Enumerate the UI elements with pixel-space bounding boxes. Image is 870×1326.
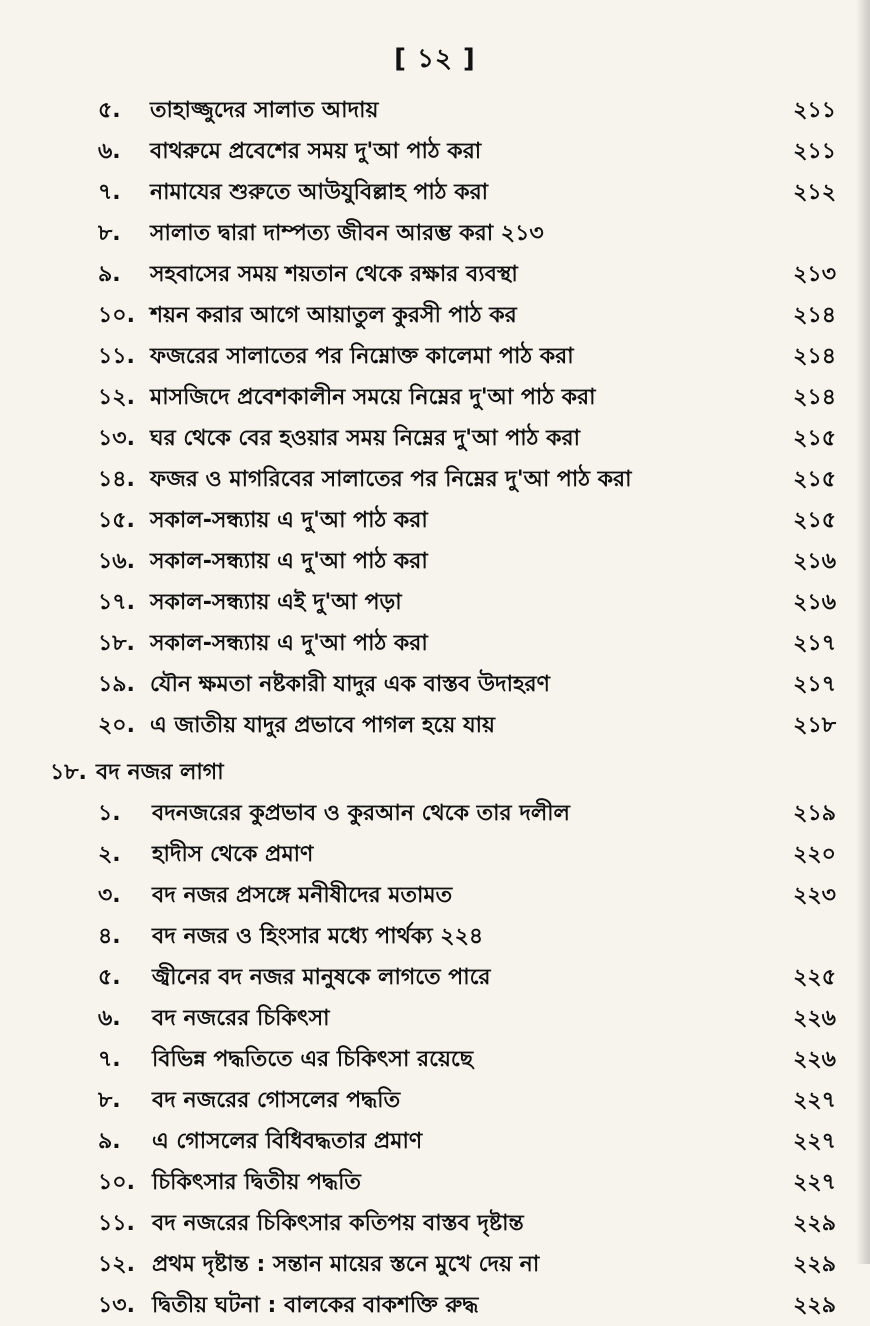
- toc-entry-number: ১১.: [98, 1211, 135, 1236]
- toc-entry-page: ২১৭: [793, 672, 836, 697]
- toc-entry-number: ১২.: [98, 1252, 135, 1277]
- toc-entry-number: ৭.: [98, 180, 121, 205]
- toc-entry-page: ২১৫: [793, 467, 836, 492]
- toc-entry-page: ২১৬: [793, 590, 836, 615]
- toc-entry-title: বিভিন্ন পদ্ধতিতে এর চিকিৎসা রয়েছে: [152, 1047, 474, 1072]
- toc-entry-page: ২২৭: [793, 1170, 836, 1195]
- toc-entry-page: ২১৭: [793, 631, 836, 656]
- toc-entry-number: ২.: [98, 842, 121, 867]
- page-number: [ ১২ ]: [394, 44, 476, 74]
- toc-entry-number: ১৫.: [98, 508, 135, 533]
- toc-entry: [0, 834, 870, 875]
- toc-entry-number: ১৯.: [98, 672, 135, 697]
- toc-entry-number: ১১.: [98, 344, 135, 369]
- toc-entry-page: ২২৬: [793, 1006, 836, 1031]
- toc-entries-group-b: [0, 793, 870, 1326]
- toc-entry: [0, 957, 870, 998]
- toc-entry-number: ৬.: [98, 1006, 121, 1031]
- toc-entry: [0, 500, 870, 541]
- toc-entry-page: ২১১: [793, 98, 836, 123]
- toc-entry: [0, 213, 870, 254]
- toc-entry-title: প্রথম দৃষ্টান্ত : সন্তান মায়ের স্তনে মুখে দেয় না: [152, 1252, 540, 1277]
- toc-entry: [0, 131, 870, 172]
- toc-entry: [0, 793, 870, 834]
- toc-entry-title: চিকিৎসার দ্বিতীয় পদ্ধতি: [152, 1170, 361, 1195]
- toc-entry: [0, 172, 870, 213]
- toc-entry-number: ৫.: [98, 98, 121, 123]
- toc-entry-title: মাসজিদে প্রবেশকালীন সময়ে নিম্নের দু'আ পাঠ করা: [150, 385, 596, 410]
- toc-entry: [0, 998, 870, 1039]
- section-heading: [0, 752, 870, 793]
- table-of-contents: [0, 90, 870, 1326]
- toc-entry: [0, 623, 870, 664]
- toc-entry: [0, 705, 870, 746]
- toc-entry-title: হাদীস থেকে প্রমাণ: [152, 842, 314, 867]
- toc-entry-number: ৪.: [98, 924, 121, 949]
- toc-entry: [0, 90, 870, 131]
- toc-entry-page: ২১১: [793, 139, 836, 164]
- toc-entry: [0, 1121, 870, 1162]
- toc-entry-title: ফজরের সালাতের পর নিম্নোক্ত কালেমা পাঠ করা: [150, 344, 574, 369]
- toc-entry-number: ৬.: [98, 139, 121, 164]
- toc-entry-page: ২১৪: [793, 303, 836, 328]
- toc-entry-number: ২০.: [98, 713, 135, 738]
- toc-entry-page: ২১৯: [793, 801, 836, 826]
- toc-entry: [0, 1285, 870, 1326]
- toc-entry-page: ২২৯: [793, 1252, 836, 1277]
- toc-entry-number: ৮.: [98, 1088, 121, 1113]
- toc-entry-page: ২২৯: [793, 1293, 836, 1318]
- toc-entry-number: ১০.: [98, 1170, 135, 1195]
- toc-entry-number: ৩.: [98, 883, 121, 908]
- toc-entry-title: বদ নজর ও হিংসার মধ্যে পার্থক্য ২২৪: [152, 924, 484, 949]
- toc-entry: [0, 336, 870, 377]
- toc-entry: [0, 418, 870, 459]
- toc-entry: [0, 916, 870, 957]
- toc-entry-page: ২১৫: [793, 426, 836, 451]
- toc-entry-title: শয়ন করার আগে আয়াতুল কুরসী পাঠ কর: [150, 303, 517, 328]
- toc-entry-title: ফজর ও মাগরিবের সালাতের পর নিম্নের দু'আ পাঠ করা: [150, 467, 632, 492]
- toc-entry-page: ২১৬: [793, 549, 836, 574]
- toc-entry-page: ২১৪: [793, 385, 836, 410]
- toc-entry-title: এ জাতীয় যাদুর প্রভাবে পাগল হয়ে যায়: [150, 713, 496, 738]
- toc-entry: [0, 664, 870, 705]
- toc-entry-title: বদ নজর প্রসঙ্গে মনীষীদের মতামত: [152, 883, 453, 908]
- toc-entry-title: বাথরুমে প্রবেশের সময় দু'আ পাঠ করা: [150, 139, 482, 164]
- toc-entry-title: যৌন ক্ষমতা নষ্টকারী যাদুর এক বাস্তব উদাহরণ: [150, 672, 550, 697]
- section-title: বদ নজর লাগা: [96, 760, 224, 785]
- toc-entry-page: ২১২: [793, 180, 836, 205]
- toc-entry-title: বদনজরের কুপ্রভাব ও কুরআন থেকে তার দলীল: [152, 801, 570, 826]
- toc-entry: [0, 295, 870, 336]
- toc-entry-page: ২২৫: [793, 965, 836, 990]
- toc-entry-number: ১৭.: [98, 590, 135, 615]
- toc-entry-page: ২১৫: [793, 508, 836, 533]
- toc-entry-page: ২১৩: [793, 262, 836, 287]
- toc-entry: [0, 459, 870, 500]
- toc-entry-number: ১৪.: [98, 467, 135, 492]
- toc-entry-page: ২১৪: [793, 344, 836, 369]
- toc-entry-number: ১৩.: [98, 1293, 135, 1318]
- toc-entry-number: ৮.: [98, 221, 121, 246]
- toc-entry-title: সকাল-সন্ধ্যায় এ দু'আ পাঠ করা: [150, 631, 428, 656]
- toc-entry-title: এ গোসলের বিধিবদ্ধতার প্রমাণ: [152, 1129, 423, 1154]
- toc-entry-title: জ্বীনের বদ নজর মানুষকে লাগতে পারে: [152, 965, 491, 990]
- toc-entry-page: ২২৬: [793, 1047, 836, 1072]
- toc-entry-number: ১.: [98, 801, 121, 826]
- toc-entry-number: ১০.: [98, 303, 135, 328]
- toc-entry-title: বদ নজরের গোসলের পদ্ধতি: [152, 1088, 401, 1113]
- toc-entry-title: বদ নজরের চিকিৎসা: [152, 1006, 330, 1031]
- toc-entry-title: ঘর থেকে বের হওয়ার সময় নিম্নের দু'আ পাঠ করা: [150, 426, 580, 451]
- toc-entry-number: ৫.: [98, 965, 121, 990]
- toc-entry: [0, 541, 870, 582]
- toc-entries-group-a: [0, 90, 870, 746]
- toc-entry: [0, 1244, 870, 1285]
- toc-entry-page: ২২৭: [793, 1129, 836, 1154]
- toc-entry-title: নামাযের শুরুতে আউযুবিল্লাহ পাঠ করা: [150, 180, 489, 205]
- toc-entry-page: ২২০: [793, 842, 836, 867]
- toc-entry-title: সকাল-সন্ধ্যায় এ দু'আ পাঠ করা: [150, 549, 428, 574]
- section-number: ১৮.: [50, 760, 87, 785]
- page-edge-shadow: [856, 0, 870, 1264]
- toc-entry-page: ২২৭: [793, 1088, 836, 1113]
- toc-entry-number: ১৩.: [98, 426, 135, 451]
- toc-entry-title: সালাত দ্বারা দাম্পত্য জীবন আরম্ভ করা ২১৩: [150, 221, 544, 246]
- toc-entry-number: ৯.: [98, 262, 121, 287]
- toc-entry-number: ১৬.: [98, 549, 135, 574]
- toc-entry: [0, 875, 870, 916]
- toc-entry-page: ২১৮: [793, 713, 836, 738]
- toc-entry: [0, 254, 870, 295]
- toc-entry: [0, 1039, 870, 1080]
- toc-entry-title: সহবাসের সময় শয়তান থেকে রক্ষার ব্যবস্থা: [150, 262, 518, 287]
- toc-entry-number: ৭.: [98, 1047, 121, 1072]
- toc-entry: [0, 1080, 870, 1121]
- toc-entry-number: ১৮.: [98, 631, 135, 656]
- toc-entry-title: সকাল-সন্ধ্যায় এই দু'আ পড়া: [150, 590, 402, 615]
- toc-entry: [0, 377, 870, 418]
- toc-entry-title: সকাল-সন্ধ্যায় এ দু'আ পাঠ করা: [150, 508, 428, 533]
- toc-entry: [0, 582, 870, 623]
- toc-entry: [0, 1162, 870, 1203]
- toc-entry-page: ২২৩: [793, 883, 836, 908]
- toc-entry-title: বদ নজরের চিকিৎসার কতিপয় বাস্তব দৃষ্টান্ত: [152, 1211, 524, 1236]
- toc-entry-title: দ্বিতীয় ঘটনা : বালকের বাকশক্তি রুদ্ধ: [152, 1293, 479, 1318]
- toc-entry-title: তাহাজ্জুদের সালাত আদায়: [150, 98, 379, 123]
- toc-entry-page: ২২৯: [793, 1211, 836, 1236]
- toc-entry: [0, 1203, 870, 1244]
- toc-entry-number: ৯.: [98, 1129, 121, 1154]
- toc-entry-number: ১২.: [98, 385, 135, 410]
